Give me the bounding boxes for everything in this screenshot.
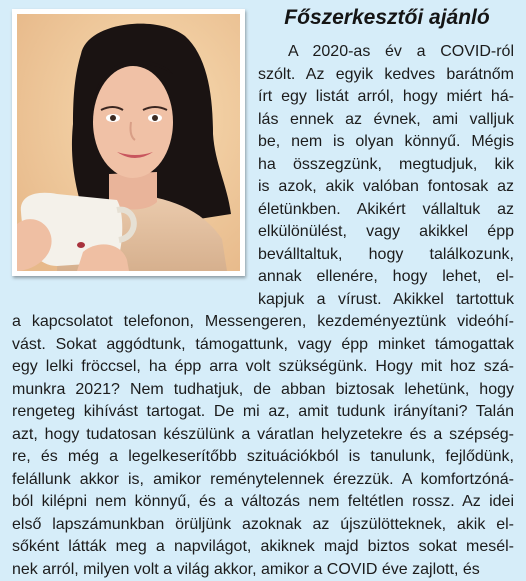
article-text-line: felállunk akkor is, amikor reménytelennek érezzük. A komfortzóná- bbox=[12, 470, 514, 488]
article-text-line: életünkben. Akikért vállaltuk az bbox=[258, 200, 514, 218]
article-text-line: ha összegzünk, megtudjuk, kik bbox=[258, 155, 514, 173]
editor-photo bbox=[12, 9, 245, 276]
article-text-line: sőként látták meg a napvilágot, akiknek majd biztos sokat mesél- bbox=[12, 538, 514, 555]
article-text-line: rengeteg kihívást tartogat. De mi az, amit tudunk irányítani? Talán bbox=[12, 403, 514, 420]
article-text-line: re, és még a legelkeserítőbb szituációkból is tanulunk, fejlődünk, bbox=[12, 448, 514, 465]
article-text-line: kapjuk a vírust. Akikkel tartottuk bbox=[258, 290, 514, 308]
article-text-line: lás ennek az évnek, ami valljuk bbox=[258, 110, 514, 128]
article-text-line: is azok, akik valóban fontosak az bbox=[258, 178, 514, 195]
article-title: Főszerkesztői ajánló bbox=[284, 6, 490, 29]
article-text-line: azt, hogy tudatosan készülünk a váratlan helyzetekre és a szépség- bbox=[12, 425, 514, 443]
article-text-line: vást. Sokat aggódtunk, támogattunk, vagy épp minket támogattak bbox=[12, 335, 514, 353]
article-text-line: beválltaltuk, hogy találkozunk, bbox=[258, 245, 514, 263]
article-text-line: A 2020-as év a COVID-ról bbox=[288, 43, 514, 60]
editor-portrait-photo bbox=[17, 14, 240, 271]
article-text-line: szólt. Az egyik kedves barátnőm bbox=[258, 65, 514, 83]
article-text-line: annak ellenére, hogy lehet, el- bbox=[258, 268, 514, 285]
article-text-line: írt egy listát arról, hogy miért há- bbox=[258, 88, 514, 105]
article-text-line: a kapcsolatot telefonon, Messengeren, kezdeményeztünk videóhí- bbox=[12, 313, 514, 330]
article-text-line: munkra 2021? Nem tudhatjuk, de abban biztosak lehetünk, hogy bbox=[12, 380, 514, 398]
article-text-line: elkülönülést, vagy akikkel épp bbox=[258, 223, 514, 240]
article-text-line: nek arról, milyen volt a világ akkor, amikor a COVID éve zajlott, és bbox=[12, 560, 480, 578]
article-text-line: ból kilépni nem könnyű, és a változás nem feltétlen rossz. Az idei bbox=[12, 493, 514, 510]
article-text-line: egy lelki fröccsel, ha épp arra volt szükségünk. Hogy mit hoz szá- bbox=[12, 358, 514, 375]
article-text-line: első lapszámunkban örüljünk azoknak az újszülötteknek, akik el- bbox=[12, 515, 514, 533]
article-text-line: be, nem is olyan könnyű. Mégis bbox=[258, 133, 514, 150]
